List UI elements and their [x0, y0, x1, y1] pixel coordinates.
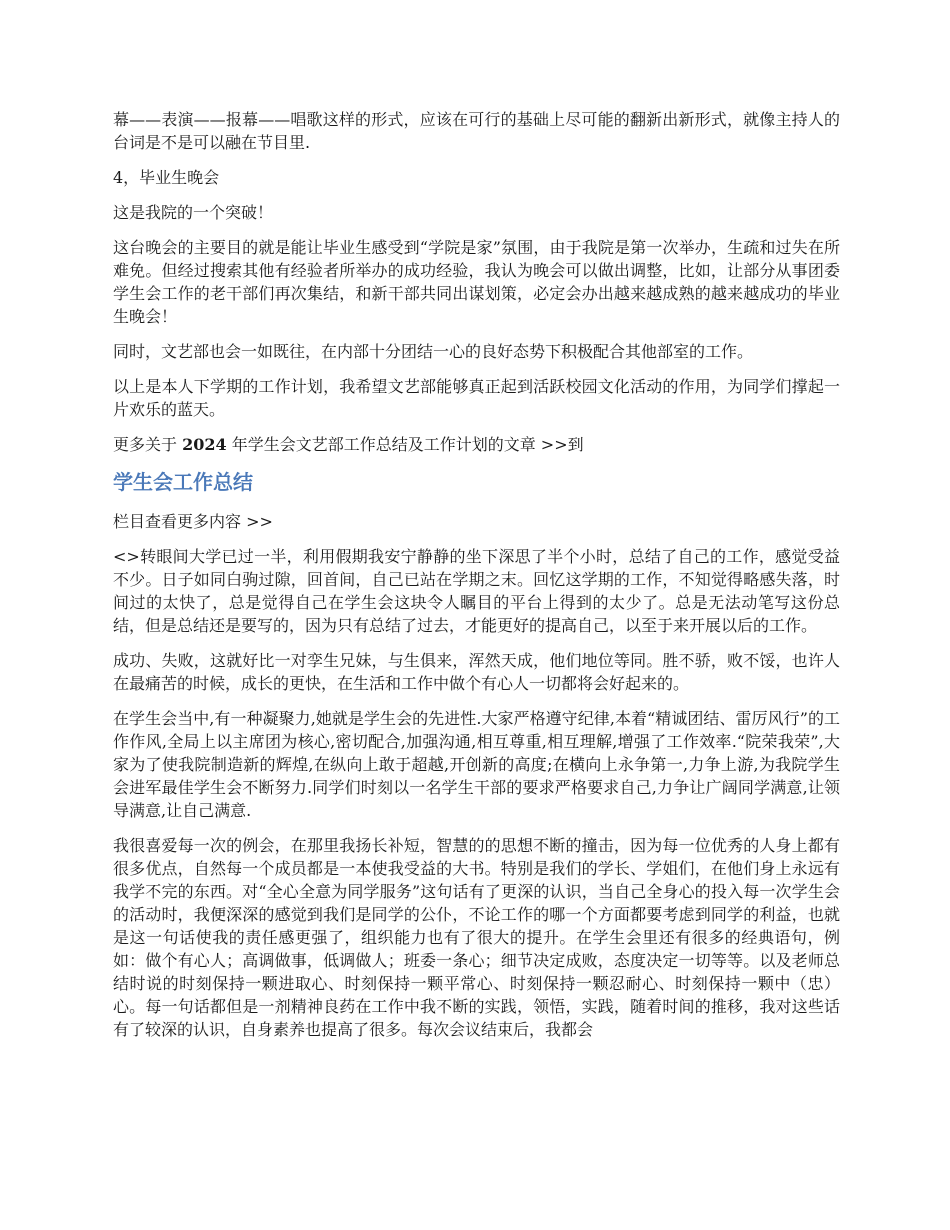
section-heading[interactable]: 学生会工作总结: [113, 470, 253, 494]
paragraph-success-failure: 成功、失败，这就好比一对孪生兄妹，与生俱来，浑然天成，他们地位等同。胜不骄，败不馁，也许人在最痛苦的时候，成长的更快，在生活和工作中做个有心人一切都将会好起来的。: [113, 651, 840, 693]
paragraph-performance-format: 幕——表演——报幕——唱歌这样的形式，应该在可行的基础上尽可能的翻新出新形式，就像主持人的台词是不是可以融在节目里.: [113, 110, 840, 152]
paragraph-breakthrough: 这是我院的一个突破！: [113, 203, 274, 222]
paragraph-gala-purpose: 这台晚会的主要目的就是能让毕业生感受到“学院是家”氛围，由于我院是第一次举办，生疏和过失在所难免。但经过搜索其他有经验者所举办的成功经验，我认为晚会可以做出调整，比如，让部分从事团委学生会工作的老干部们再次集结，和新干部共同出谋划策，必定会办出越来越成熟的越来越成功的毕业生晚会！: [113, 238, 840, 326]
paragraph-cohesion: 在学生会当中,有一种凝聚力,她就是学生会的先进性.大家严格遵守纪律,本着“精诚团结、雷厉风行”的工作作风,全局上以主席团为核心,密切配合,加强沟通,相互尊重,相互理解,增强了工作效率.“院荣我荣”,大家为了使我院制造新的辉煌,在纵向上敢于超越,开创新的高度;在横向上永争第一,力争上游,为我院学生会进军最佳学生会不断努力.同学们时刻以一名学生干部的要求严格要求自己,力争让广阔同学满意,让领导满意,让自己满意.: [113, 709, 840, 820]
more-articles-year: 2024: [182, 435, 227, 454]
paragraph-plan-conclusion: 以上是本人下学期的工作计划，我希望文艺部能够真正起到活跃校园文化活动的作用，为同学们撑起一片欢乐的蓝天。: [113, 377, 840, 419]
item-graduate-gala-title: 4，毕业生晚会: [113, 168, 220, 187]
paragraph-meetings: 我很喜爱每一次的例会，在那里我扬长补短，智慧的的思想不断的撞击，因为每一位优秀的人身上都有很多优点，自然每一个成员都是一本使我受益的大书。特别是我们的学长、学姐们，在他们身上永远有我学不完的东西。对“全心全意为同学服务”这句话有了更深的认识，当自己全身心的投入每一次学生会的活动时，我便深深的感觉到我们是同学的公仆，不论工作的哪一个方面都要考虑到同学的利益，也就是这一句话使我的责任感更强了，组织能力也有了很大的提升。在学生会里还有很多的经典语句，例如：做个有心人；高调做事，低调做人；班委一条心；细节决定成败，态度决定一切等等。以及老师总结时说的时刻保持一颗进取心、时刻保持一颗平常心、时刻保持一颗忍耐心、时刻保持一颗中（忠）心。每一句话都但是一剂精神良药在工作中我不断的实践，领悟，实践，随着时间的推移，我对这些话有了较深的认识，自身素养也提高了很多。每次会议结束后，我都会: [113, 836, 840, 1039]
paragraph-summary-intro: <>转眼间大学已过一半，利用假期我安宁静静的坐下深思了半个小时，总结了自己的工作，感觉受益不少。日子如同白驹过隙，回首间，自己已站在学期之末。回忆这学期的工作，不知觉得略感失落，时间过的太快了，总是觉得自己在学生会这块令人瞩目的平台上得到的太少了。总是无法动笔写这份总结，但是总结还是要写的，因为只有总结了过去，才能更好的提高自己，以至于来开展以后的工作。: [113, 547, 840, 635]
paragraph-cooperation: 同时，文艺部也会一如既往，在内部十分团结一心的良好态势下积极配合其他部室的工作。: [113, 342, 754, 361]
more-articles-suffix: 年学生会文艺部工作总结及工作计划的文章 >>到: [226, 435, 584, 454]
view-more-link[interactable]: 栏目查看更多内容 >>: [113, 512, 273, 531]
more-articles-prefix: 更多关于: [113, 435, 183, 454]
more-articles-link[interactable]: [113, 433, 840, 456]
